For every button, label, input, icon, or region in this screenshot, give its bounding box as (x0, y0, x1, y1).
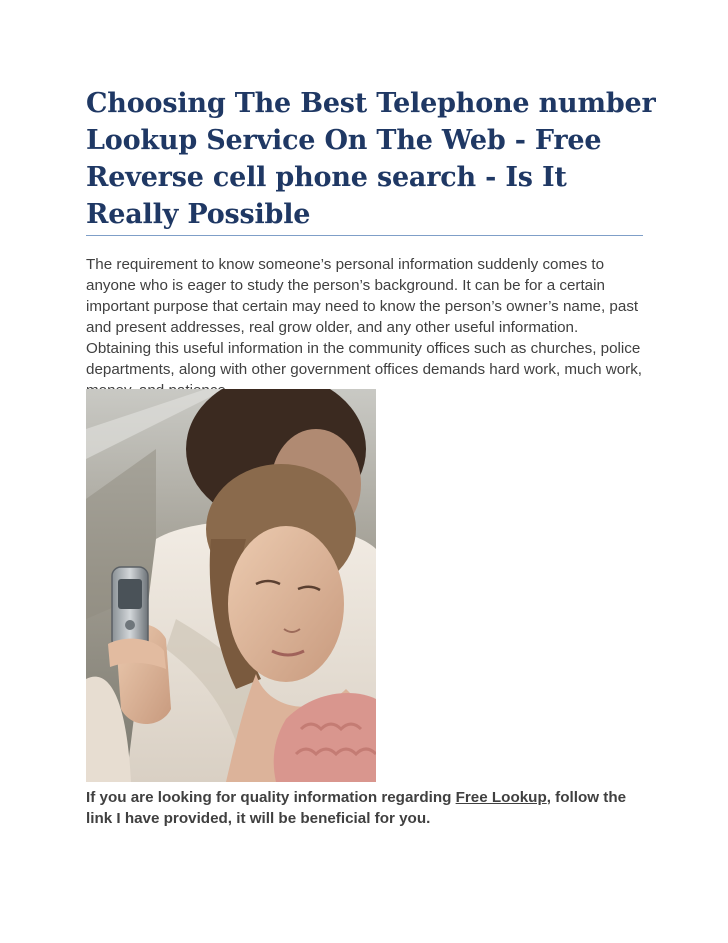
title-underline (86, 235, 643, 236)
article-title: Choosing The Best Telephone number Lookup Service On The Web - Free Reverse cell phone search - Is It Really Possible (86, 88, 656, 230)
couple-hugging-phone-photo (86, 389, 376, 782)
photo-illustration (86, 389, 376, 782)
article-body: The requirement to know someone’s personal information suddenly comes to anyone who is eager to study the person’s background. It can be for a certain important purpose that certain may need to know the person’s owner’s name, past and present addresses, real grow older, and any other useful information. Obtaining this useful information in the community offices such as churches, police departments, along with other government offices demands hard work, much work, (86, 256, 643, 378)
call-to-action (86, 787, 646, 829)
cta-suffix: , follow the link I have provided, it will be beneficial for you. (86, 789, 627, 827)
free-lookup-link[interactable]: Free Lookup (455, 789, 547, 806)
cta-prefix: If you are looking for quality information regarding (86, 789, 456, 806)
